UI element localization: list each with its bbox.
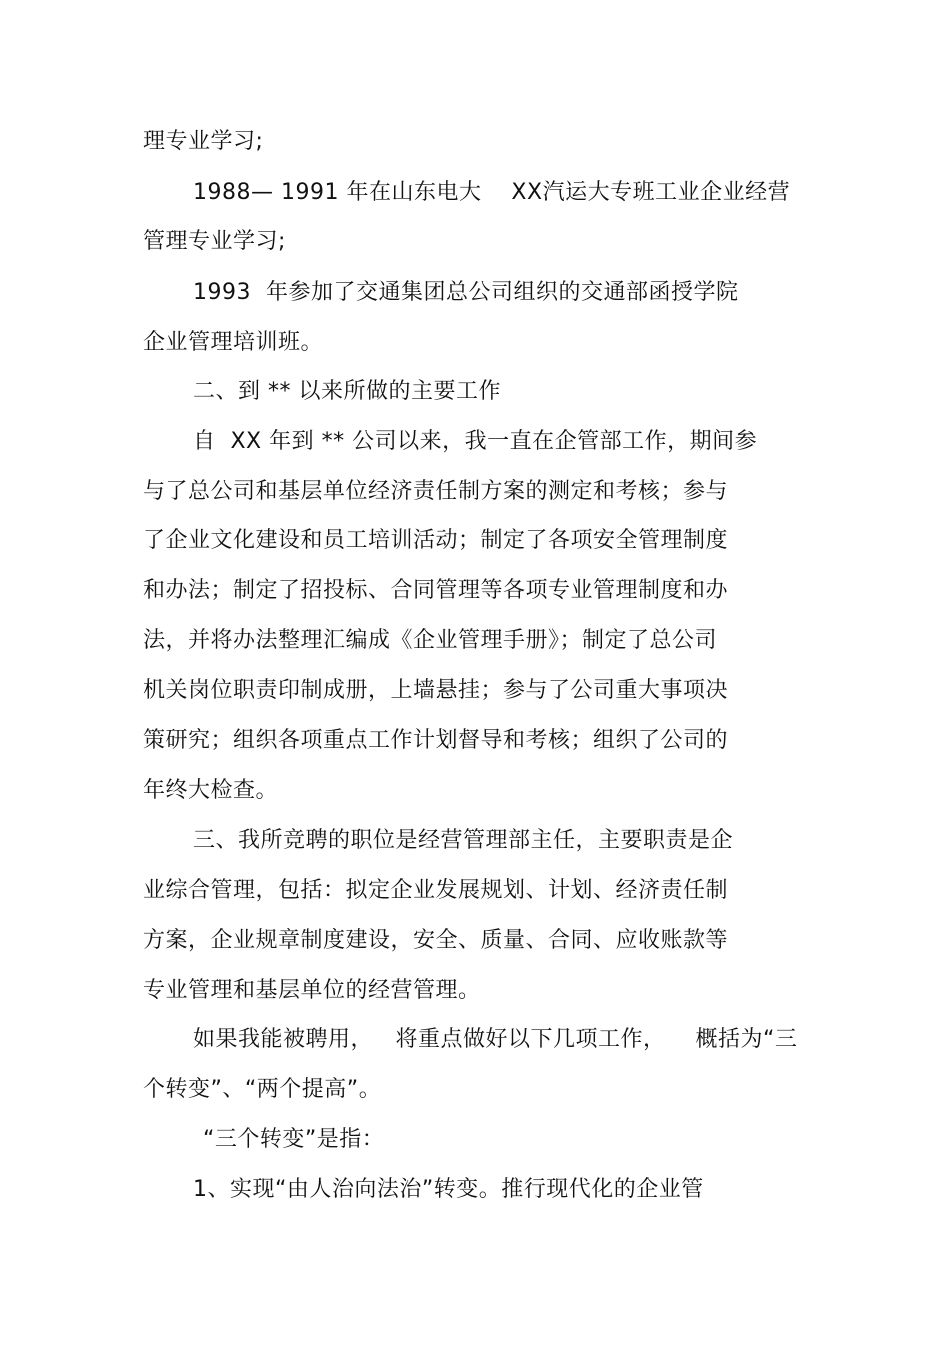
text-line: 1、实现“由人治向法治”转变。推行现代化的企业管: [193, 1177, 704, 1202]
text-line: 个转变”、“两个提高”。: [143, 1077, 382, 1102]
text-line: 年终大检查。: [143, 778, 279, 803]
text-line: 三、我所竞聘的职位是经营管理部主任，主要职责是企: [193, 828, 734, 853]
text-line: 自 XX 年到 ** 公司以来，我一直在企管部工作，期间参: [193, 429, 758, 454]
text-line: 和办法；制定了招投标、合同管理等各项专业管理制度和办: [143, 578, 729, 603]
text-line: 策研究；组织各项重点工作计划督导和考核；组织了公司的: [143, 728, 729, 753]
text-line: 了企业文化建设和员工培训活动；制定了各项安全管理制度: [143, 528, 729, 553]
text-line: 如果我能被聘用， 将重点做好以下几项工作， 概括为“三: [193, 1027, 798, 1052]
text-line: 业综合管理，包括：拟定企业发展规划、计划、经济责任制: [143, 878, 729, 903]
text-line: 机关岗位职责印制成册，上墙悬挂；参与了公司重大事项决: [143, 678, 729, 703]
section-heading: 二、到 ** 以来所做的主要工作: [193, 379, 501, 404]
text-line: 1993 年参加了交通集团总公司组织的交通部函授学院: [193, 280, 739, 305]
text-line: 与了总公司和基层单位经济责任制方案的测定和考核；参与: [143, 479, 729, 504]
text-line: 方案，企业规章制度建设，安全、质量、合同、应收账款等: [143, 928, 729, 953]
text-line: 理专业学习;: [143, 129, 264, 154]
text-line: 专业管理和基层单位的经营管理。: [143, 978, 481, 1003]
text-line: “三个转变”是指：: [203, 1127, 385, 1152]
text-line: 企业管理培训班。: [143, 330, 324, 355]
text-line: 法，并将办法整理汇编成《企业管理手册》；制定了总公司: [143, 628, 718, 653]
text-line: 管理专业学习;: [143, 229, 286, 254]
text-line: 1988— 1991 年在山东电大 XX汽运大专班工业企业经营: [193, 180, 791, 205]
